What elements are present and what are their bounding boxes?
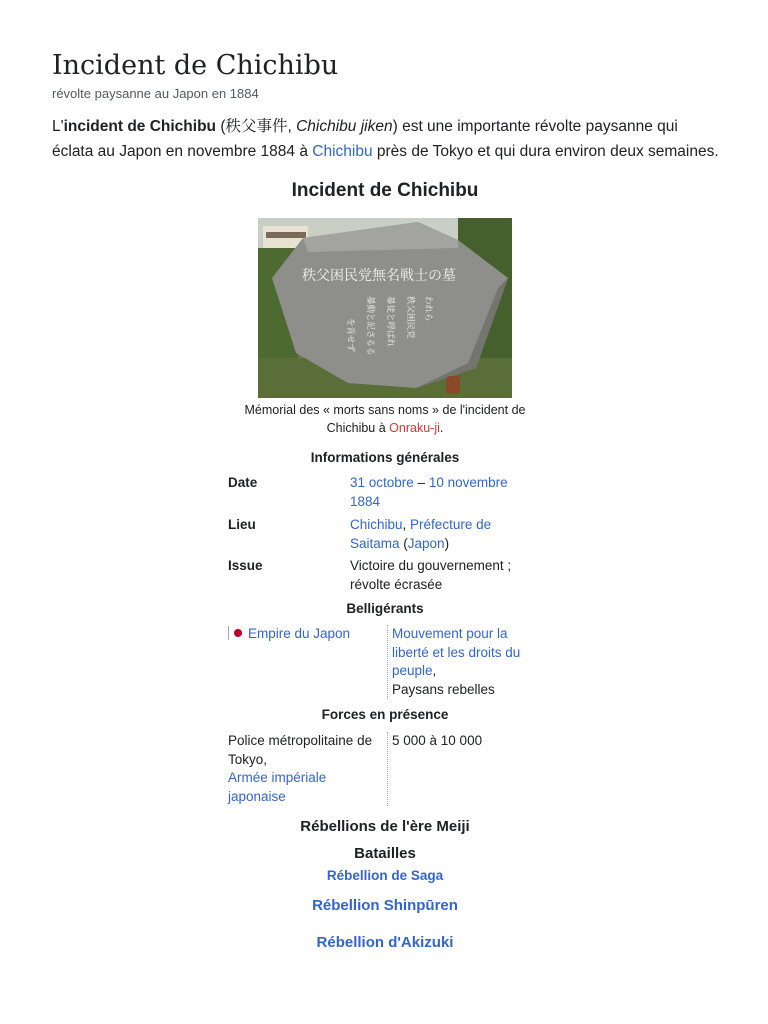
belligerent-comma: ,	[432, 663, 437, 678]
lieu-paren: (	[399, 535, 408, 551]
chichibu-link[interactable]: Chichibu	[312, 143, 373, 160]
forces-right: 5 000 à 10 000	[392, 733, 483, 748]
saitama-link[interactable]: Préfecture de Saitama	[350, 517, 492, 551]
paysans-rebelles-text: Paysans rebelles	[392, 681, 495, 697]
issue-value: Victoire du gouvernement ; révolte écrasée	[350, 558, 512, 592]
belligerents-row	[228, 625, 542, 699]
flag-border	[228, 626, 229, 640]
infobox	[228, 176, 542, 951]
intro-text: ) est une importante révolte paysanne qui éclata au Japon en novembre 1884 à	[52, 118, 678, 160]
forces-row	[228, 732, 542, 806]
armee-imperiale-link[interactable]: Armée impériale japonaise	[228, 770, 327, 804]
date-start-link[interactable]: 31 octobre	[350, 475, 414, 490]
date-label: Date	[228, 475, 258, 490]
japan-flag-icon	[234, 629, 242, 637]
intro-text: L'	[52, 118, 64, 135]
intro-bold-term: incident de Chichibu	[63, 118, 217, 135]
navbox-title: Rébellions de l'ère Meiji	[300, 818, 470, 835]
chichibu-place-link[interactable]: Chichibu	[350, 517, 403, 532]
page-subtitle: révolte paysanne au Japon en 1884	[52, 86, 259, 101]
date-row	[228, 474, 542, 511]
mouvement-liberte-link[interactable]: Mouvement pour la liberté et les droits du peuple	[392, 626, 521, 678]
page-title: Incident de Chichibu	[52, 50, 339, 81]
inscription-line: 暴徒と呼ばれ	[385, 296, 395, 348]
caption-text: .	[439, 421, 444, 435]
empire-japon-link[interactable]: Empire du Japon	[248, 626, 351, 641]
lieu-label: Lieu	[228, 517, 256, 532]
inscription-line: を肯せず	[345, 318, 355, 353]
saga-rebellion-link[interactable]: Rébellion de Saga	[326, 868, 444, 883]
issue-label: Issue	[228, 558, 263, 573]
image-caption	[228, 401, 542, 437]
memorial-photo[interactable]	[258, 218, 512, 398]
lieu-row	[228, 516, 542, 553]
intro-romaji: Chichibu jiken	[296, 118, 393, 135]
inscription-line: われら	[423, 296, 433, 322]
shinpuren-rebellion-link[interactable]: Rébellion Shinpūren	[312, 897, 458, 914]
navbox-subtitle: Batailles	[354, 845, 416, 862]
caption-text: Mémorial des « morts sans noms » de l'incident de Chichibu à	[244, 403, 526, 435]
issue-row	[228, 557, 542, 594]
forces-left	[228, 732, 388, 806]
date-end-link[interactable]: 10 novembre 1884	[350, 475, 508, 509]
japon-link[interactable]: Japon	[407, 535, 445, 551]
general-info-header: Informations générales	[310, 450, 460, 465]
lieu-separator: ,	[402, 517, 411, 532]
belligerent-right	[388, 625, 542, 699]
forces-header: Forces en présence	[321, 707, 449, 722]
intro-text: près de Tokyo et qui dura environ deux semaines.	[372, 143, 719, 160]
inscription-main: 秩父困民党無名戦士の墓	[302, 268, 456, 284]
date-separator: –	[413, 475, 429, 490]
intro-text: (秩父事件,	[216, 118, 297, 135]
intro-paragraph	[52, 114, 720, 164]
date-value	[350, 474, 530, 511]
inscription-line: 暴動と記さるる	[365, 296, 375, 356]
belligerents-header: Belligérants	[346, 601, 424, 616]
lieu-paren: )	[444, 535, 450, 551]
inscription-line: 秩父困民党	[405, 296, 415, 339]
infobox-title: Incident de Chichibu	[291, 180, 479, 201]
police-text: Police métropolitaine de Tokyo,	[228, 733, 373, 767]
akizuki-rebellion-link[interactable]: Rébellion d'Akizuki	[316, 934, 454, 951]
lieu-value	[350, 516, 530, 553]
belligerent-left	[228, 625, 388, 699]
onraku-ji-redlink[interactable]: Onraku-ji	[389, 421, 440, 435]
